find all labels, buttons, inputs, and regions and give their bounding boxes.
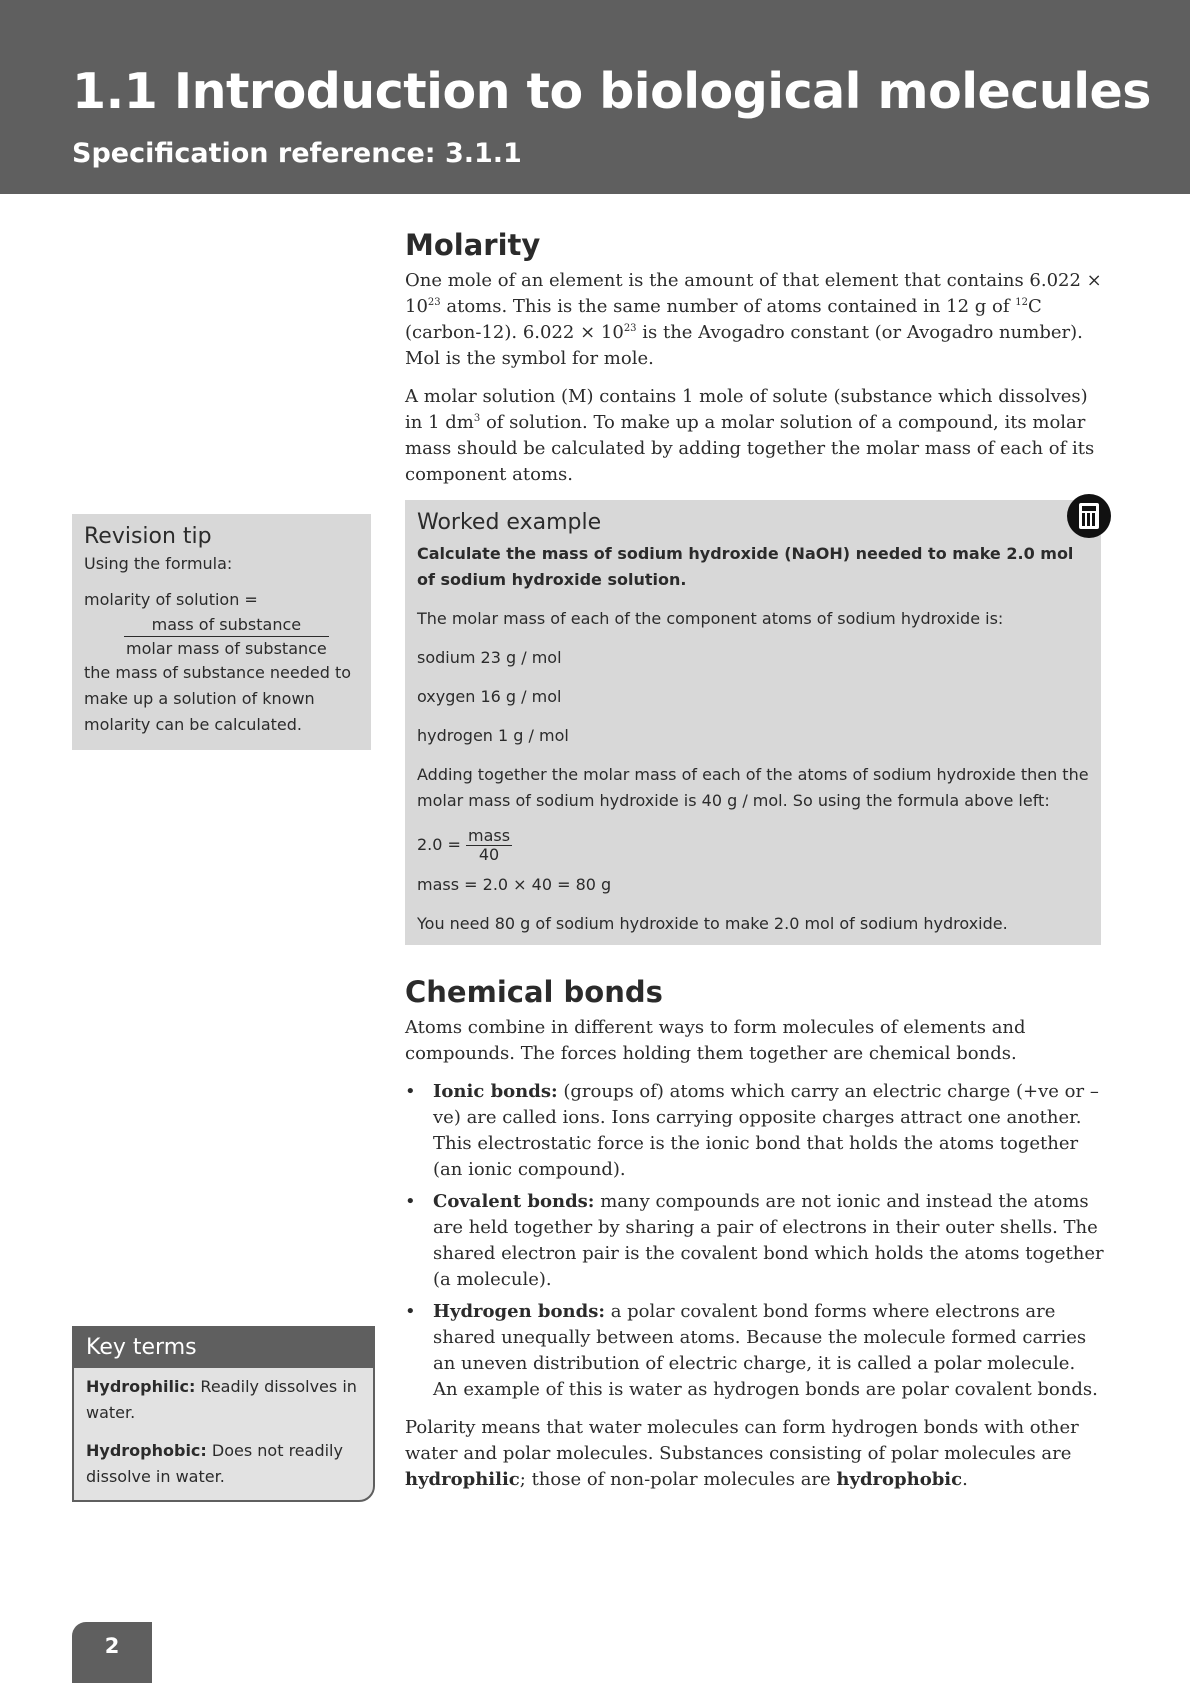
polarity-paragraph: Polarity means that water molecules can form hydrogen bonds with other water and polar molecules. Substances consisting of polar molecules are hydrophilic; those of non-polar molecules are hydrophobic. bbox=[405, 1417, 1079, 1490]
page-title: 1.1 Introduction to biological molecules bbox=[72, 63, 1151, 120]
atom-molar-mass: oxygen 16 g / mol bbox=[417, 687, 562, 706]
list-item: • Hydrogen bonds: a polar covalent bond forms where electrons are shared unequally between atoms. Because the molecule formed carries an uneven distribution of electric charge, it is called a polar molecule. An example of this is water as hydrogen bonds are polar covalent bonds. bbox=[405, 1299, 1105, 1403]
molarity-paragraph-1: One mole of an element is the amount of that element that contains $6.022 \times 10^{23}$ atoms. This is the same number of atoms contained in 12 g of $^{12}$C (carbon-12). $6.022 \times 10^{23}$ is the Avogadro constant (or Avogadro number). Mol is the symbol for mole. bbox=[405, 270, 1102, 369]
list-item: • Covalent bonds: many compounds are not ionic and instead the atoms are held together by sharing a pair of electrons in their outer shells. The shared electron pair is the covalent bond which holds the atoms together (a molecule). bbox=[405, 1189, 1105, 1293]
key-term: Hydrophilic: Readily dissolves in water. bbox=[86, 1377, 357, 1422]
revision-tip-formula-label: molarity of solution = bbox=[84, 590, 258, 609]
page-header bbox=[0, 0, 1190, 194]
worked-example-conclusion: You need 80 g of sodium hydroxide to make 2.0 mol of sodium hydroxide. bbox=[417, 914, 1008, 933]
equation: 2.0 = $\frac{\text{mass}}{40}$ bbox=[417, 826, 511, 864]
molarity-paragraph-2: A molar solution (M) contains 1 mole of solute (substance which dissolves) in 1 $dm^3$ of solution. To make up a molar solution of a compound, its molar mass should be calculated by adding together the molar mass of each of its component atoms. bbox=[405, 386, 1095, 485]
calculator-icon bbox=[1067, 494, 1111, 538]
key-term: Hydrophobic: Does not readily dissolve in water. bbox=[86, 1441, 343, 1486]
key-terms-heading: Key terms bbox=[74, 1328, 373, 1368]
worked-example-intro: The molar mass of each of the component atoms of sodium hydroxide is: bbox=[417, 609, 1004, 628]
chemical-bonds-heading: Chemical bonds bbox=[405, 975, 663, 1009]
specification-reference: Specification reference: 3.1.1 bbox=[72, 138, 522, 169]
page-number: 2 bbox=[72, 1622, 152, 1683]
worked-example-box bbox=[405, 500, 1101, 945]
atom-molar-mass: sodium 23 g / mol bbox=[417, 648, 562, 667]
key-terms-box bbox=[72, 1326, 375, 1502]
revision-tip-line: Using the formula: bbox=[84, 554, 233, 573]
atom-molar-mass: hydrogen 1 g / mol bbox=[417, 726, 569, 745]
revision-tip-explanation: the mass of substance needed to make up a solution of known molarity can be calculated. bbox=[84, 663, 352, 734]
mass-calculation: mass = 2.0 × 40 = 80 g bbox=[417, 875, 612, 894]
chemical-bonds-intro: Atoms combine in different ways to form molecules of elements and compounds. The forces holding them together are chemical bonds. bbox=[405, 1017, 1026, 1064]
revision-tip-heading: Revision tip bbox=[84, 524, 212, 549]
revision-tip-formula: $\frac{\text{mass of substance}}{\text{molar mass of substance}}$ bbox=[126, 615, 327, 658]
molarity-heading: Molarity bbox=[405, 228, 541, 262]
list-item: • Ionic bonds: (groups of) atoms which carry an electric charge (+ve or –ve) are called ions. Ions carrying opposite charges attract one another. This electrostatic force is the ionic bond that holds the atoms together (an ionic compound). bbox=[405, 1079, 1105, 1183]
worked-example-heading: Worked example bbox=[417, 510, 602, 535]
revision-tip-box bbox=[72, 514, 371, 750]
bond-list bbox=[405, 1079, 1105, 1403]
worked-example-adding: Adding together the molar mass of each of the atoms of sodium hydroxide then the molar mass of sodium hydroxide is 40 g / mol. So using the formula above left: bbox=[417, 765, 1089, 810]
worked-example-question: Calculate the mass of sodium hydroxide (NaOH) needed to make 2.0 mol of sodium hydroxide solution. bbox=[417, 544, 1074, 589]
main-column bbox=[405, 228, 1105, 1505]
